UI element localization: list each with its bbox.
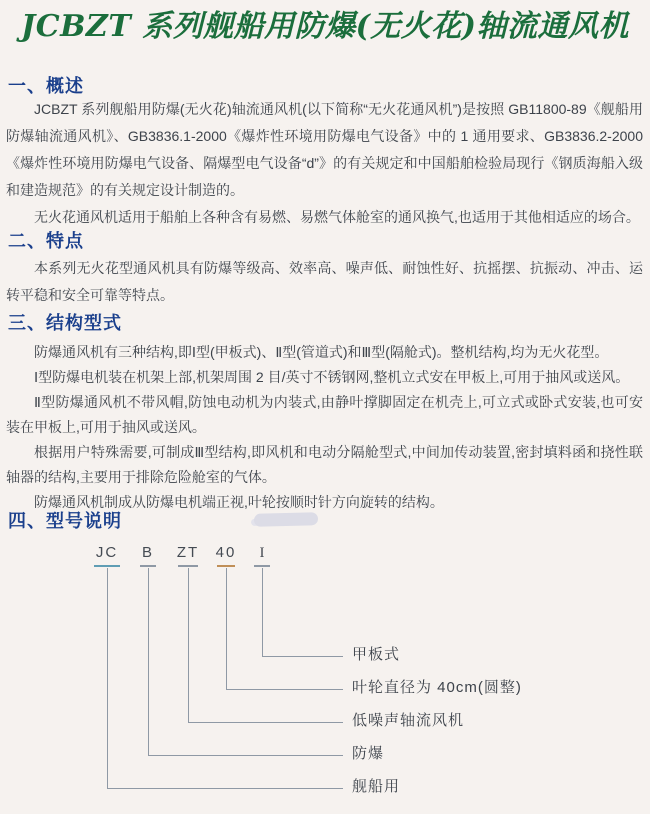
model-code: 40 <box>215 544 237 561</box>
section-overview-paragraphs <box>6 96 643 231</box>
model-diagram <box>0 538 650 814</box>
model-code-underline <box>217 565 235 567</box>
connector-vertical-line <box>107 568 108 788</box>
paragraph: Ⅰ型防爆电机装在机架上部,机架周围 2 目/英寸不锈钢网,整机立式安在甲板上,可用于抽风或送风。 <box>34 369 630 385</box>
connector-horizontal-line <box>262 656 343 657</box>
model-code-underline <box>254 565 270 567</box>
model-code: I <box>259 545 265 561</box>
section-heading-features: 二、特点 <box>8 231 84 251</box>
model-code: JC <box>95 544 119 561</box>
paragraph: 本系列无火花型通风机具有防爆等级高、效率高、噪声低、耐蚀性好、抗摇摆、抗振动、冲击、运转平稳和安全可靠等特点。 <box>6 260 643 303</box>
model-code: B <box>141 544 155 561</box>
model-code-label: 低噪声轴流风机 <box>352 712 465 729</box>
connector-vertical-line <box>188 568 189 722</box>
paragraph: JCBZT 系列舰船用防爆(无火花)轴流通风机(以下简称“无火花通风机”)是按照 GB11800-89《舰船用防爆轴流通风机》、GB3836.1-2000《爆炸性环境用防爆电气设备》中的 1 通用要求、GB3836.2-2000《爆炸性环境用防爆电气设备、隔爆型电气设备“d”》的有关规定和中国船舶检验局现行《钢质海船入级和建造规范》的有关规定设计制造的。 <box>6 101 643 198</box>
paragraph: 根据用户特殊需要,可制成Ⅲ型结构,即风机和电动分隔舱型式,中间加传动装置,密封填料函和挠性联轴器的结构,主要用于排除危险舱室的气体。 <box>6 444 643 485</box>
model-code-label: 舰船用 <box>352 778 401 795</box>
paragraph: 防爆通风机制成从防爆电机端正视,叶轮按顺时针方向旋转的结构。 <box>34 494 444 510</box>
section-heading-overview: 一、概述 <box>8 76 84 96</box>
model-code-underline <box>140 565 156 567</box>
smudge-mark <box>254 512 318 527</box>
model-code-label: 甲板式 <box>352 646 401 663</box>
connector-vertical-line <box>262 568 263 656</box>
paragraph: 无火花通风机适用于船舶上各种含有易燃、易燃气体舱室的通风换气,也适用于其他相适应的场合。 <box>34 209 640 225</box>
model-code-underline <box>94 565 120 567</box>
model-code-underline <box>178 565 198 567</box>
paragraph: 防爆通风机有三种结构,即Ⅰ型(甲板式)、Ⅱ型(管道式)和Ⅲ型(隔舱式)。整机结构,均为无火花型。 <box>34 344 609 360</box>
model-code-label: 叶轮直径为 40cm(圆整) <box>352 679 522 696</box>
connector-horizontal-line <box>107 788 343 789</box>
model-code-label: 防爆 <box>352 745 385 762</box>
section-structure-paragraphs <box>6 340 643 515</box>
model-code: ZT <box>176 544 200 561</box>
connector-vertical-line <box>226 568 227 689</box>
section-heading-model: 四、型号说明 <box>8 511 122 531</box>
section-heading-structure: 三、结构型式 <box>8 313 122 333</box>
connector-horizontal-line <box>188 722 343 723</box>
paragraph: Ⅱ型防爆通风机不带风帽,防蚀电动机为内装式,由静叶撑脚固定在机壳上,可立式或卧式安装,也可安装在甲板上,可用于抽风或送风。 <box>6 394 643 435</box>
page-title: JCBZT 系列舰船用防爆(无火花)轴流通风机 <box>21 9 629 44</box>
section-features-paragraphs <box>6 255 643 309</box>
connector-vertical-line <box>148 568 149 755</box>
connector-horizontal-line <box>226 689 343 690</box>
connector-horizontal-line <box>148 755 343 756</box>
